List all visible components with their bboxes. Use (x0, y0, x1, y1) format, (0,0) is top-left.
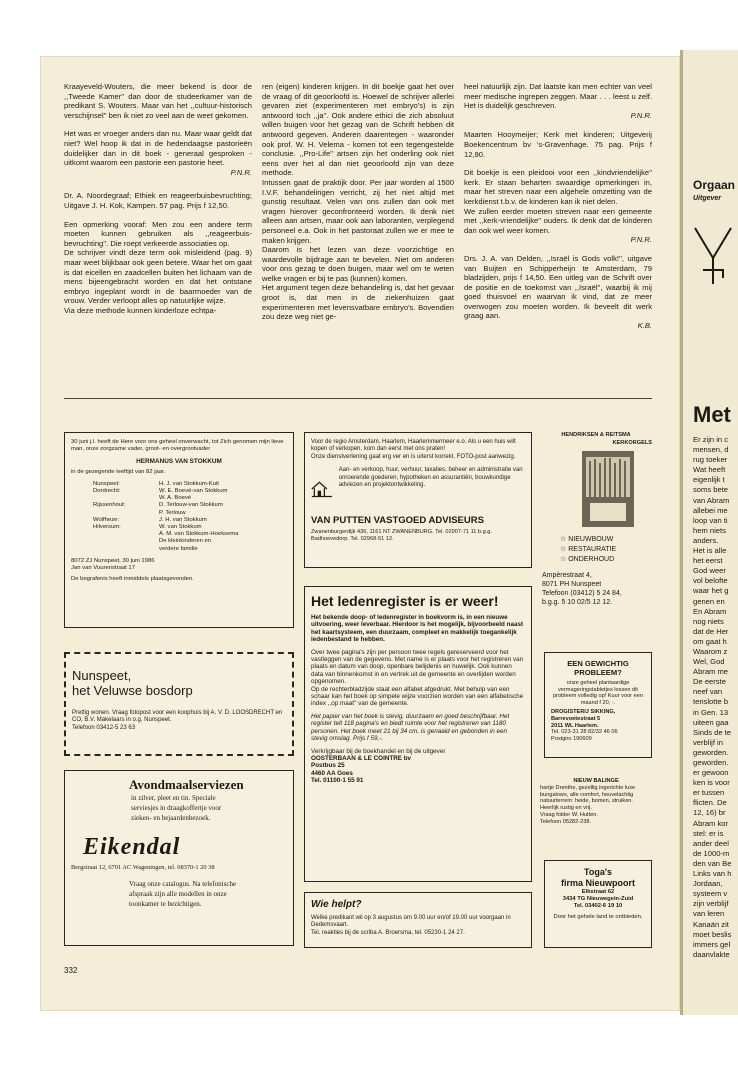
ad-line: Vraag onze catalogus. Na telefonische (129, 880, 237, 888)
family-list (93, 481, 287, 553)
family-member: De kleinkinderen en (159, 538, 212, 545)
ad-dealer: Verkrijgbaar bij de boekhandel en bij de uitgever (311, 747, 446, 755)
ad-title: EEN GEWICHTIG (567, 659, 629, 668)
adjacent-text-line: allebei me (693, 505, 728, 515)
gewicht-ad (544, 652, 652, 758)
article-column-2 (262, 82, 454, 331)
adjacent-text-line: neef van (693, 687, 723, 697)
star-icon: ☆ (560, 546, 567, 553)
family-place (93, 495, 155, 502)
ad-title: PROBLEEM? (574, 668, 622, 677)
article-column-3 (464, 82, 652, 340)
ad-line: serviesjes in draagkoffertje voor (131, 804, 222, 812)
address-line: Ampèrestraat 4, (542, 572, 592, 579)
adjacent-text-line: ken is voor (693, 778, 730, 788)
adjacent-text-line: Wel, God (693, 657, 725, 667)
adjacent-text-line: daanvlakte (693, 949, 730, 959)
adjacent-text-line: verblijf in (693, 737, 723, 747)
adjacent-text-line: de 1000-m (693, 848, 730, 858)
ad-title: Nunspeet, (72, 668, 132, 683)
paragraph: Daarom is het lezen van deze voorzichtige en waardevolle bijdrage aan te bevelen. Niet om anderen voor ons gezag te doen buigen, maar wel om te weten welke vragen er bij te pas (kunnen) komen. (262, 245, 454, 283)
family-row (93, 538, 287, 545)
family-row (93, 502, 287, 509)
ad-title: Het ledenregister is er weer! (311, 593, 499, 609)
adjacent-text-line: Kanaän zit (693, 919, 729, 929)
paragraph: Via deze methode kunnen kinderloze echtpa- (64, 305, 217, 315)
adjacent-text-line: stel: er is (693, 828, 724, 838)
family-member: W. E. Boevé-van Stokkum (159, 488, 228, 495)
adjacent-text-line: anders. (693, 535, 719, 545)
adjacent-text-line: Waarom z (693, 646, 728, 656)
book-reference: Dr. A. Noordegraaf; Ethiek en reageerbuisbevruchting; Uitgave J. H. Kok, Kampen. 57 pag. Prijs f 12,50. (64, 191, 252, 210)
adjacent-text-line: uiteen gaa (693, 717, 729, 727)
family-row (93, 510, 287, 517)
family-row (93, 524, 287, 531)
ad-text: onze geheel plantaardige vermageringstabletjes lossen dit probleem volledig op! Kuur voor een maand f 20, -. (553, 680, 643, 706)
hendriksen-ad (540, 432, 652, 632)
deceased-name: HERMANUS VAN STOKKUM (136, 458, 222, 466)
family-row (93, 531, 287, 538)
ad-postbus: Postbus 25 (311, 762, 345, 770)
ad-title: HENDRIKSEN & REITSMA (561, 432, 631, 438)
paragraph: Intussen gaat de praktijk door. Per jaar worden al 1500 I.V.F. behandelingen verricht, zij het niet altijd met gunstig resultaat. Velen van ons zullen dan ook met vragen hierover geconfronteerd worden. Ik denk niet alleen aan artsen, maar ook aan laboranten, verplegend personeel e.a. Ook in het pastoraat zullen we er mee te maken krijgen. (262, 177, 454, 245)
adjacent-text-line: Wat heeft (693, 465, 726, 475)
ad-body: Op de rechterbladzijde staat een alfabet afgedrukt. Met behulp van een schaar kan het boek op simpele wijze voorzien worden van een alfabetische index ,,op maat'' van de gemeente. (311, 685, 524, 708)
family-member: P. Terlouw (159, 509, 186, 516)
ad-address: Zwanenburgerdijk 436, 1161 NT ZWANENBURG. Tel. 02907-71 11 b.g.g. Badhoevedorp. Tel. 02968-51 12. (311, 529, 492, 542)
adjacent-text-line: genen en (693, 596, 725, 606)
ad-line: zieken- en bejaardenbezoek. (131, 814, 211, 822)
service-item: ONDERHOUD (568, 556, 615, 563)
signature: P.N.R. (230, 167, 252, 177)
adjacent-heading: Orgaan (693, 178, 736, 192)
service-item: RESTAURATIE (568, 546, 617, 553)
togas-ad (544, 860, 652, 948)
family-row (93, 546, 287, 553)
paragraph: Dit boekje is een pleidooi voor een ,,kindvriendelijke'' kerk. Er staan beharten swaardige opmerkingen in, maar het streven naar een algehele omzetting van de kerkdienst t.b.v. de kinderen kan ik niet delen. (464, 168, 652, 206)
adjacent-text-line: dat de Her (693, 626, 729, 636)
notice-age: in de gezegende leeftijd van 82 jaar. (71, 468, 166, 475)
ad-tel: Tel. 023-31 28 82/32 46 06 (551, 729, 618, 736)
adjacent-text-line: mensen, d (693, 445, 729, 455)
star-icon: ☆ (560, 536, 567, 543)
section-divider (64, 398, 652, 399)
signature: P.N.R. (630, 235, 652, 245)
ad-title: Avondmaalserviezen (129, 777, 244, 792)
address-line: Telefoon (03412) 5 24 84, (542, 590, 622, 597)
adjacent-text-line: vol belofte (693, 576, 728, 586)
ad-body-italic: Het papier van het boek is stevig, duurzaam en goed beschrijfbaar. Het register telt 118 pagina's en biedt ruimte voor het registreren van 1180 personen. Het boek meet 21 bij 34 cm, is genaaid en gebonden in een stevig omslag. Prijs f 59,-. (311, 712, 510, 743)
book-reference: Maarten Hooymeijer; Kerk met kinderen; Uitgeverij Boekencentrum bv 's-Gravenhage. 75 pag. Prijs f 12,90. (464, 130, 652, 159)
adjacent-text-line: moet beslis (693, 929, 732, 939)
adjacent-text-line: immers gel (693, 939, 731, 949)
family-member: W. van Stokkum (159, 524, 202, 531)
ad-company-name: VAN PUTTEN VASTGOED ADVISEURS (311, 515, 484, 527)
notice-address: 8072 ZJ Nunspeet, 30 juni 1986 (71, 557, 155, 564)
ad-title: Toga's (584, 867, 612, 877)
nunspeet-ad (64, 652, 294, 756)
adjacent-text-line: ander deel (693, 838, 729, 848)
ad-tel: Telefoon 05282-238. (540, 818, 592, 825)
adjacent-text-line: geworden. (693, 758, 729, 767)
ad-tel: Tel. 03402-6 19 10 (573, 903, 623, 909)
adjacent-text-line: Jordaan, (693, 879, 723, 889)
paragraph: ren (eigen) kinderen krijgen. In dit boekje gaat het over de vraag of dit geoorloofd is. Hoewel de schrijver allerlei gevaren ziet (experimenteren met embryo's) is zijn antwoord toch ,,ja''. Ook andere ethici die zich absoluut willen buigen voor het gezag van de Schrift hebben dit antwoord gegeven. Anderen daarentegen - waaronder ook prof. W. H. Velema - komen tot een tegengestelde conclusie. ,,Pro-Life'' artsen zijn het onderling ook niet eens over het al dan niet geoorloofd zijn van deze methode. (262, 82, 454, 178)
ad-address: Bergstraat 12, 6701 AC Wageningen, tel. 08370-1 20 38 (71, 864, 215, 871)
adjacent-text-line: systeem v (693, 889, 728, 899)
adjacent-text-line: den van Be (693, 858, 732, 868)
family-place (93, 531, 155, 538)
adjacent-text-line: God weer (693, 566, 726, 576)
adjacent-text-line: Abram me (693, 667, 729, 677)
adjacent-subheading: Uitgever (693, 195, 722, 202)
family-place: Dordrecht: (93, 488, 121, 495)
address-line: b.g.g. 5 10 02/5 12 12. (542, 599, 613, 606)
ad-services: Aan- en verkoop, huur, verhuur, taxaties, beheer en administratie van onroerende goederen, hypotheken en assurantiën, bouwkundige adviezen en projektontwikkeling. (338, 467, 523, 489)
ad-address: 3434 TG Nieuwegein-Zuid (562, 896, 634, 902)
ad-city: 4460 AA Goes (311, 769, 353, 777)
family-member: H. J. van Stokkum-Kuit (159, 480, 219, 487)
ad-company: DROGISTERIJ SIKKING, (551, 709, 616, 716)
death-notice (64, 432, 294, 628)
family-row (93, 481, 287, 488)
family-place: Hilversum: (93, 524, 121, 531)
signature: K.B. (637, 321, 652, 331)
adjacent-text-line: tenslotte b (693, 697, 729, 707)
family-row (93, 488, 287, 495)
adjacent-text-line: En Abram (693, 606, 727, 616)
adjacent-text-line: er gewoon (693, 768, 729, 778)
adjacent-text-line: geworden. (693, 747, 729, 757)
ad-address: Elkstraat 62 (581, 889, 615, 895)
adjacent-text-line: er tussen (693, 788, 725, 798)
ad-subtitle: het Veluwse bosdorp (72, 683, 193, 698)
family-place: Rijssenhout: (93, 502, 126, 509)
family-member: J. H. van Stokkum (159, 516, 207, 523)
notice-intro: 30 juni j.l. heeft de Here voor ons geheel onverwacht, tot Zich genomen mijn lieve man, onze zorgzame vader, groot- en overgrootvader (71, 439, 284, 453)
adjacent-text-line: het eerst (693, 556, 723, 566)
star-icon: ☆ (560, 556, 567, 563)
adjacent-text-line: soms bete (693, 485, 729, 495)
adjacent-text-line: 12, 16) br (693, 808, 726, 818)
paragraph: We zullen eerder moeten streven naar een gemeente met ,,kerk-vriendelijke'' ouders. Ik denk dat de kinderen dan ook wel weer komen. (464, 206, 652, 235)
adjacent-text-line: Het is alle (693, 546, 727, 556)
adjacent-text-line: rug toeker (693, 455, 728, 465)
ad-intro: Voor de regio Amsterdam, Haarlem, Haarlemmermeer e.o. Als u een huis wilt kopen of verkopen, kom dan eerst met ons praten! (311, 439, 516, 453)
address-line: 8071 PH Nunspeet (542, 581, 602, 588)
eikendal-ad (64, 770, 294, 946)
adjacent-text (693, 435, 731, 960)
ad-city: 2011 WL Haarlem. (551, 722, 599, 729)
paragraph: heel natuurlijk zijn. Dat laatste kan men echter van veel meer medische ingrepen zeggen. Maar . . . leest u zelf. Het is duidelijk geschreven. (464, 82, 652, 111)
signature: P.N.R. (630, 110, 652, 120)
ad-services-row (311, 467, 525, 511)
paragraph: Het argument tegen deze behandeling is, dat het gevaar groot is, dat men in de ziekenhuizen gaat experimenteren met levensvatbare embryo's. Bovendien zou deze weg niet ge- (262, 283, 454, 322)
ad-text: hartje Drenthe, gezellig ingerichte luxe bungalows, alle comfort, heuvelachtig natuurterrein: heide, bomen, struiken. Heerlijk rustig en vrij. (540, 784, 636, 812)
adjacent-text-line: nog niets (693, 616, 724, 626)
ad-postgiro: Postgiro 190609 (551, 735, 592, 742)
adjacent-text-line: De eerste (693, 677, 726, 687)
family-place (93, 510, 155, 517)
ad-phone: Telefoon 03412-5 23 63 (72, 724, 136, 731)
organ-icon (580, 447, 636, 527)
ad-title: firma Nieuwpoort (560, 878, 635, 888)
page-number: 332 (64, 966, 78, 975)
adjacent-text-line: eigenlijk t (693, 475, 725, 485)
ad-title: Wie helpt? (311, 899, 362, 910)
adjacent-text-line: in Gen. 13 (693, 707, 729, 717)
adjacent-text-line: zijn verblijf (693, 899, 729, 909)
ad-address (542, 571, 652, 607)
ad-lead: Het bekende doop- of ledenregister in boekvorm is, in een nieuwe uitvoering, weer leverbaar. Hierdoor is het mogelijk, bijvoorbeeld naast het kaartsysteem, een duurzaam, compleet en makkelijk toegankelijk ledenbestand te hebben. (311, 614, 524, 644)
adjacent-text-line: om gaat h (693, 636, 727, 646)
family-place (93, 538, 155, 545)
ad-text: Prettig wonen. Vraag fotopost voor een koophuis bij A. V. D. LOOSDRECHT en CO, B.V. Makelaars in o.g. Nunspeet. (72, 710, 283, 724)
paragraph: Kraayeveld-Wouters, die meer bekend is door de ,,Tweede Kamer'' dan door de studeerkamer van de predikant S. Wouters. Maar van het ,,cultuur-historisch verschijnsel'' ben ik niet zo veel aan de weet gekomen. (64, 82, 252, 120)
balinge-ad (540, 778, 652, 826)
ad-body: Over twee pagina's zijn per persoon twee regels gereserveerd voor het vastleggen van de gegevens. Met name is er plaats voor het registreren van plaats en datum van doop, openbare belijdenis en huwelijk. Ook kunnen data van binnenkomst in en vertrek uit de gemeente en overlijden worden opgenomen. (311, 648, 524, 686)
adjacent-text-line: waar het g (693, 586, 729, 596)
book-reference: Drs. J. A. van Delden, ,,Israël is Gods volk!'', uitgave van Buijten en Schipperheijn te Amsterdam, 79 bladzijden, prijs f 14,50. Een uitleg van de Schrift over de positie en de toekomst van ,,Israël'', waarbij ik mij goed thuisvoel en waarvan ik vind, dat ze meer overwogen zou moeten worden. Ik beveelt dit werk graag aan. (464, 253, 652, 321)
ad-text: Vraag folder W. Hutten. (540, 811, 598, 818)
adjacent-page (680, 50, 738, 1015)
ledenregister-ad (304, 586, 532, 882)
ad-address: Barrevoetestraat 5 (551, 715, 601, 722)
ad-title: NIEUW BALINGE (573, 778, 619, 784)
ad-subtitle: KERKORGELS (612, 440, 652, 446)
ad-footer: Door het gehele land te ontbieden. (553, 914, 643, 920)
vanputten-ad (304, 432, 532, 568)
family-place (93, 546, 155, 553)
family-member: A. M. van Stokkum-Hoeksema (159, 531, 239, 538)
ad-tel: Tel. 01100-1 55 91 (311, 777, 364, 785)
ad-publisher: OOSTERBAAN & LE COINTRE bv (311, 754, 412, 762)
ad-line: afspraak zijn alle modellen in onze (129, 890, 227, 898)
ad-line: toonkamer te bezichtigen. (129, 900, 202, 908)
adjacent-title: Met (693, 402, 731, 427)
family-place: Wolfheze: (93, 516, 120, 523)
house-logo-icon (311, 467, 333, 511)
paragraph: Het was er vroeger anders dan nu. Maar waar geldt dat niet? Wel hoop ik dat in de hedendaagse pastorieën duidelijker dan in dit boek - generaal gesproken - uitkomt waarom een pastorie een pastorie heet. (64, 129, 252, 168)
adjacent-text-line: flicten. De (693, 798, 727, 808)
adjacent-text-line: van leren (693, 909, 725, 919)
adjacent-text-line: Abram kor (693, 818, 729, 828)
adjacent-text-line: loop van ti (693, 515, 728, 525)
ad-intro: Onze dienstverlening gaat erg ver en is uiterst korrekt. FOTO-post aanwezig. (311, 453, 516, 460)
family-place: Nunspeet: (93, 480, 120, 487)
eikendal-logo: Eikendal (83, 834, 181, 860)
adjacent-text-line: Links van h (693, 869, 732, 879)
service-item: NIEUWBOUW (568, 536, 614, 543)
family-member: verdere familie (159, 545, 198, 552)
adjacent-text-line: van Abram (693, 495, 730, 505)
adjacent-text-line: hem niets (693, 525, 726, 535)
service-list (560, 535, 652, 565)
wiehelpt-ad (304, 892, 532, 948)
adjacent-text-line: Er zijn in c (693, 435, 729, 444)
adjacent-emblem-icon (689, 218, 738, 288)
paragraph: Een opmerking vooraf: Men zou een andere term moeten kunnen gebruiken als ,,reageerbuis-bevruchting''. Die roept verkeerde associaties op. (64, 219, 252, 248)
adjacent-text-line: Sinds de te (693, 727, 731, 737)
family-row (93, 517, 287, 524)
notice-footer: De begrafenis heeft inmiddels plaatsgevonden. (71, 576, 194, 583)
ad-text: Tel. reakties bij de scriba A. Broersma, tel. 05230-1 24 27. (311, 929, 465, 936)
family-row (93, 495, 287, 502)
ad-text: Welke predikant wil op 3 augustus om 9.00 uur en/of 19.00 uur voorgaan in Dedemsvaart. (311, 915, 511, 929)
family-member: D. Terlouw-van Stokkum (159, 502, 223, 509)
family-member: W. A. Boevé (159, 495, 192, 502)
ad-line: in zilver, pleet en tin. Speciale (131, 794, 216, 802)
article-column-1 (64, 82, 252, 324)
notice-street: Jan van Vuurenstraat 17 (71, 565, 135, 572)
paragraph: De schrijver vindt deze term ook misleidend (pag. 9) maar weet blijkbaar ook geen betere. Waar het om gaat is dat eicellen en zaadcellen buiten het lichaam van de mens bijeengebracht worden en dat het ontstane embryo ingeplant wordt in de baarmoeder van de vrouw. Verder verloopt alles op natuurlijke wijze. (64, 248, 252, 306)
